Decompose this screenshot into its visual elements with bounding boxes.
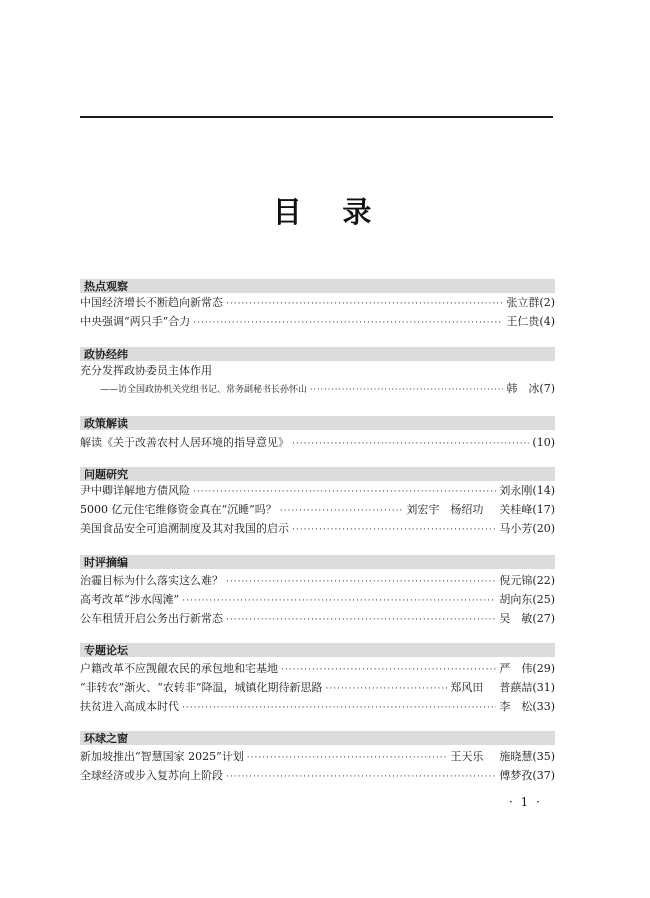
section-cppcc xyxy=(80,347,555,397)
section-heading: 环球之窗 xyxy=(80,731,555,745)
toc-entry[interactable]: 公车租赁开启公务出行新常态 ····· 吴 敏 (27) xyxy=(80,609,555,628)
section-policy xyxy=(80,416,555,452)
section-research xyxy=(80,467,555,538)
section-forum xyxy=(80,643,555,716)
toc-entry[interactable]: 中国经济增长不断趋向新常态 ····· 张立群 (2) xyxy=(80,293,555,312)
toc-entry[interactable]: 治霾目标为什么落实这么难？ ····· 倪元锦 (22) xyxy=(80,571,555,590)
toc-entry[interactable]: 充分发挥政协委员主体作用 xyxy=(80,364,212,377)
section-heading: 时评摘编 xyxy=(80,555,555,569)
toc-entry[interactable]: 高考改革“涉水闯滩” ····· 胡向东 (25) xyxy=(80,590,555,609)
toc-entry[interactable]: “非转农”渐火、“农转非”降温，城镇化期待新思路 ····· 郑风田 普蕻喆 (31) xyxy=(80,678,555,697)
toc-entry[interactable]: 5000 亿元住宅维修资金真在“沉睡”吗？ ····· 刘宏宇 杨绍功 关桂峰 (17) xyxy=(80,500,555,519)
section-hotspot xyxy=(80,279,555,331)
top-rule xyxy=(80,116,553,118)
toc-entry[interactable]: 中央强调“两只手”合力 ····· 王仁贵 (4) xyxy=(80,312,555,331)
toc-entry[interactable]: 扶贫进入高成本时代 ····· 李 松 (33) xyxy=(80,697,555,716)
toc-entry[interactable]: 新加坡推出“智慧国家 2025”计划 ····· 王天乐 施晓慧 (35) xyxy=(80,747,555,766)
section-heading: 政协经纬 xyxy=(80,347,555,361)
section-global xyxy=(80,731,555,785)
section-heading: 问题研究 xyxy=(80,467,555,481)
page-number: · 1 · xyxy=(509,795,542,809)
section-heading: 热点观察 xyxy=(80,279,555,293)
toc-entry[interactable]: 全球经济或步入复苏向上阶段 ····· 傅梦孜 (37) xyxy=(80,766,555,785)
toc-entry[interactable]: 尹中卿详解地方债风险 ····· 刘永刚 (14) xyxy=(80,481,555,500)
section-heading: 专题论坛 xyxy=(80,643,555,657)
toc-entry-subtitle[interactable]: ——访全国政协机关党组书记、常务副秘书长孙怀山 ····· 韩 冰 (7) xyxy=(80,380,555,397)
toc-entry[interactable]: 解读《关于改善农村人居环境的指导意见》 ····· (10) xyxy=(80,433,555,452)
section-commentary xyxy=(80,555,555,628)
page-title: 目 录 xyxy=(272,195,378,229)
toc-entry[interactable]: 户籍改革不应觊觎农民的承包地和宅基地 ····· 严 伟 (29) xyxy=(80,659,555,678)
section-heading: 政策解读 xyxy=(80,416,555,430)
toc-entry[interactable]: 美国食品安全可追溯制度及其对我国的启示 ····· 马小芳 (20) xyxy=(80,519,555,538)
